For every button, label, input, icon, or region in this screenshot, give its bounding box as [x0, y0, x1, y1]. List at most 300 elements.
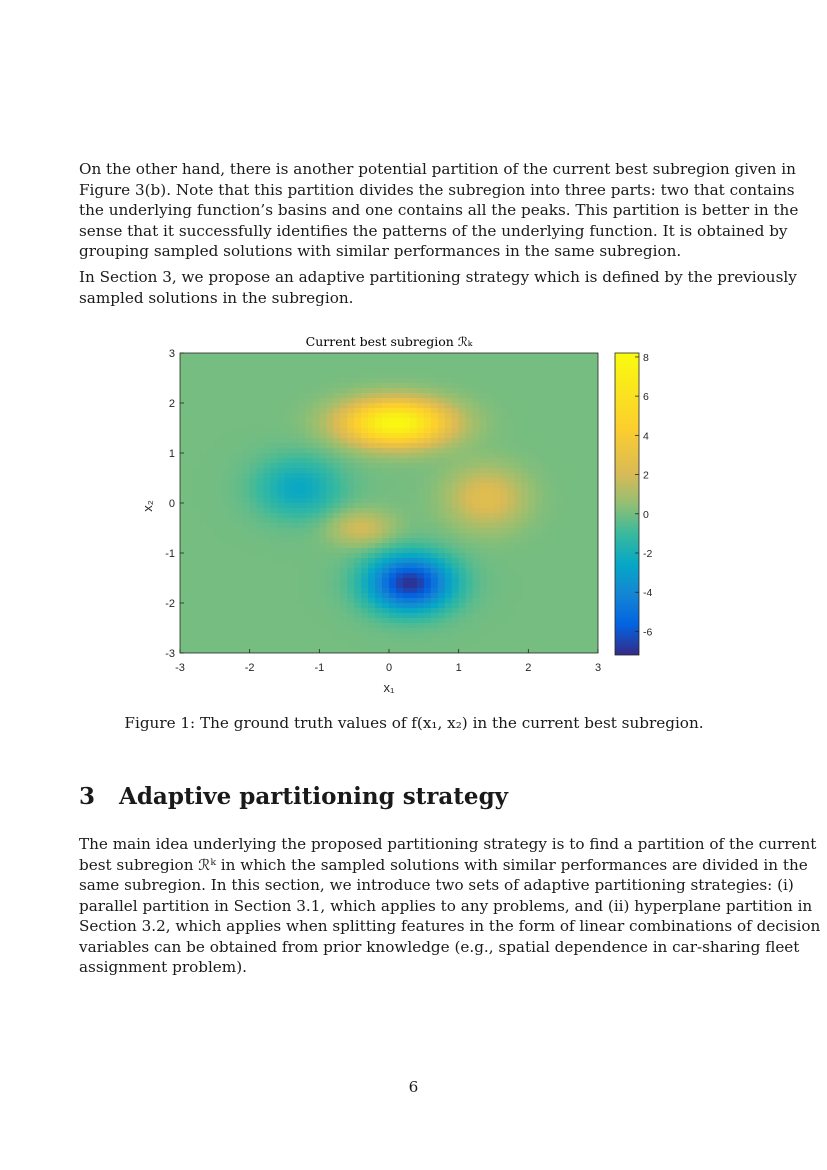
heatmap-cell [382, 523, 390, 529]
heatmap-cell [445, 378, 453, 384]
heatmap-cell [431, 453, 439, 459]
heatmap-cell [187, 478, 195, 484]
heatmap-cell [556, 498, 564, 504]
heatmap-cell [577, 523, 585, 529]
heatmap-cell [326, 608, 334, 614]
heatmap-cell [382, 423, 390, 429]
heatmap-cell [305, 613, 313, 619]
heatmap-cell [382, 383, 390, 389]
text-line: the underlying function’s basins and one contains all the peaks. This partition is better in the [79, 201, 799, 219]
heatmap-cell [556, 443, 564, 449]
heatmap-cell [194, 538, 202, 544]
heatmap-cell [326, 598, 334, 604]
heatmap-cell [570, 618, 578, 624]
heatmap-cell [375, 378, 383, 384]
heatmap-cell [507, 643, 515, 649]
heatmap-cell [556, 378, 564, 384]
heatmap-cell [305, 523, 313, 529]
heatmap-cell [577, 473, 585, 479]
heatmap-cell [229, 358, 237, 364]
heatmap-cell [285, 588, 293, 594]
heatmap-cell [466, 403, 474, 409]
heatmap-cell [236, 428, 244, 434]
heatmap-cell [514, 558, 522, 564]
heatmap-cell [480, 478, 488, 484]
heatmap-cell [250, 468, 258, 474]
heatmap-cell [347, 358, 355, 364]
heatmap-cell [521, 458, 529, 464]
heatmap-cell [556, 573, 564, 579]
heatmap-cell [187, 468, 195, 474]
heatmap-cell [285, 488, 293, 494]
heatmap-cell [201, 598, 209, 604]
heatmap-cell [487, 533, 495, 539]
heatmap-cell [549, 363, 557, 369]
heatmap-cell [271, 578, 279, 584]
heatmap-cell [194, 443, 202, 449]
heatmap-cell [514, 453, 522, 459]
heatmap-cell [257, 368, 265, 374]
heatmap-cell [298, 458, 306, 464]
heatmap-cell [459, 408, 467, 414]
heatmap-cell [278, 548, 286, 554]
heatmap-cell [229, 433, 237, 439]
heatmap-cell [445, 588, 453, 594]
heatmap-cell [229, 403, 237, 409]
heatmap-cell [507, 393, 515, 399]
heatmap-cell [452, 623, 460, 629]
heatmap-cell [250, 568, 258, 574]
heatmap-cell [438, 473, 446, 479]
heatmap-cell [577, 618, 585, 624]
heatmap-cell [556, 363, 564, 369]
heatmap-cell [257, 388, 265, 394]
heatmap-cell [452, 468, 460, 474]
heatmap-cell [396, 393, 404, 399]
heatmap-cell [542, 488, 550, 494]
heatmap-cell [347, 398, 355, 404]
heatmap-cell [507, 403, 515, 409]
heatmap-cell [326, 568, 334, 574]
heatmap-cell [535, 438, 543, 444]
heatmap-cell [194, 493, 202, 499]
heatmap-cell [243, 588, 251, 594]
heatmap-cell [305, 373, 313, 379]
heatmap-cell [417, 383, 425, 389]
heatmap-cell [535, 588, 543, 594]
heatmap-cell [194, 363, 202, 369]
heatmap-cell [312, 408, 320, 414]
heatmap-cell [403, 388, 411, 394]
heatmap-cell [473, 538, 481, 544]
heatmap-cell [445, 493, 453, 499]
heatmap-cell [452, 418, 460, 424]
heatmap-cell [236, 483, 244, 489]
heatmap-cell [480, 503, 488, 509]
heatmap-cell [375, 438, 383, 444]
heatmap-cell [243, 503, 251, 509]
heatmap-cell [500, 403, 508, 409]
heatmap-cell [326, 403, 334, 409]
heatmap-cell [591, 493, 599, 499]
heatmap-cell [445, 483, 453, 489]
heatmap-cell [305, 553, 313, 559]
heatmap-cell [222, 363, 230, 369]
heatmap-cell [459, 578, 467, 584]
heatmap-cell [319, 483, 327, 489]
heatmap-cell [389, 538, 397, 544]
heatmap-cell [542, 633, 550, 639]
heatmap-cell [438, 463, 446, 469]
heatmap-cell [424, 373, 432, 379]
heatmap-cell [514, 613, 522, 619]
colorbar-tick-label: -6 [643, 626, 653, 639]
heatmap-cell [285, 383, 293, 389]
heatmap-cell [507, 488, 515, 494]
heatmap-cell [215, 408, 223, 414]
heatmap-cell [278, 568, 286, 574]
heatmap-cell [431, 553, 439, 559]
heatmap-cell [326, 498, 334, 504]
heatmap-cell [487, 478, 495, 484]
heatmap-cell [480, 588, 488, 594]
heatmap-cell [514, 603, 522, 609]
heatmap-cell [487, 568, 495, 574]
heatmap-cell [445, 438, 453, 444]
heatmap-cell [535, 398, 543, 404]
heatmap-cell [500, 558, 508, 564]
heatmap-cell [298, 543, 306, 549]
heatmap-cell [250, 508, 258, 514]
heatmap-cell [570, 518, 578, 524]
heatmap-cell [528, 483, 536, 489]
heatmap-cell [298, 428, 306, 434]
heatmap-cell [521, 463, 529, 469]
heatmap-cell [215, 558, 223, 564]
heatmap-cell [285, 493, 293, 499]
heatmap-cell [431, 423, 439, 429]
heatmap-cell [305, 443, 313, 449]
heatmap-cell [431, 433, 439, 439]
heatmap-cell [257, 593, 265, 599]
heatmap-cell [591, 483, 599, 489]
heatmap-cell [333, 633, 341, 639]
heatmap-cell [487, 633, 495, 639]
heatmap-cell [333, 478, 341, 484]
heatmap-cell [577, 578, 585, 584]
heatmap-cell [438, 583, 446, 589]
heatmap-cell [563, 448, 571, 454]
heatmap-cell [494, 638, 502, 644]
heatmap-cell [201, 388, 209, 394]
heatmap-cell [291, 633, 299, 639]
heatmap-cell [285, 553, 293, 559]
heatmap-cell [368, 588, 376, 594]
heatmap-cell [591, 463, 599, 469]
heatmap-cell [542, 473, 550, 479]
heatmap-cell [556, 523, 564, 529]
heatmap-cell [208, 568, 216, 574]
heatmap-cell [215, 518, 223, 524]
heatmap-cell [368, 518, 376, 524]
heatmap-cell [354, 448, 362, 454]
heatmap-cell [577, 468, 585, 474]
heatmap-cell [354, 628, 362, 634]
heatmap-cell [410, 628, 418, 634]
heatmap-cell [417, 428, 425, 434]
heatmap-cell [577, 413, 585, 419]
heatmap-cell [431, 383, 439, 389]
heatmap-cell [577, 603, 585, 609]
heatmap-cell [521, 628, 529, 634]
heatmap-cell [473, 523, 481, 529]
heatmap-cell [514, 488, 522, 494]
heatmap-cell [452, 613, 460, 619]
heatmap-cell [507, 553, 515, 559]
heatmap-cell [375, 583, 383, 589]
heatmap-cell [285, 443, 293, 449]
heatmap-cell [466, 388, 474, 394]
heatmap-cell [236, 513, 244, 519]
heatmap-cell [494, 508, 502, 514]
heatmap-cell [180, 538, 188, 544]
heatmap-cell [354, 353, 362, 359]
heatmap-cell [431, 623, 439, 629]
heatmap-cell [250, 443, 258, 449]
heatmap-cell [319, 373, 327, 379]
heatmap-cell [326, 388, 334, 394]
heatmap-cell [354, 493, 362, 499]
heatmap-cell [424, 578, 432, 584]
heatmap-cell [291, 493, 299, 499]
heatmap-cell [480, 383, 488, 389]
heatmap-cell [229, 363, 237, 369]
heatmap-cell [312, 573, 320, 579]
heatmap-cell [361, 363, 369, 369]
heatmap-cell [438, 638, 446, 644]
heatmap-cell [298, 408, 306, 414]
heatmap-cell [542, 358, 550, 364]
heatmap-cell [250, 403, 258, 409]
heatmap-cell [438, 433, 446, 439]
heatmap-cell [340, 618, 348, 624]
heatmap-cell [466, 593, 474, 599]
heatmap-cell [473, 518, 481, 524]
heatmap-cell [194, 543, 202, 549]
heatmap-cell [264, 508, 272, 514]
heatmap-cell [584, 608, 592, 614]
heatmap-cell [340, 398, 348, 404]
heatmap-cell [361, 508, 369, 514]
heatmap-cell [319, 443, 327, 449]
heatmap-cell [368, 363, 376, 369]
heatmap-cell [514, 443, 522, 449]
heatmap-cell [278, 503, 286, 509]
heatmap-cell [459, 473, 467, 479]
heatmap-cell [535, 583, 543, 589]
heatmap-cell [264, 638, 272, 644]
heatmap-cell [229, 508, 237, 514]
heatmap-cell [389, 593, 397, 599]
heatmap-cell [480, 433, 488, 439]
text-line: Section 3.2, which applies when splitting features in the form of linear combinations of decision [79, 917, 821, 935]
heatmap-cell [375, 468, 383, 474]
heatmap-cell [514, 553, 522, 559]
heatmap-cell [298, 438, 306, 444]
heatmap-cell [494, 453, 502, 459]
heatmap-cell [271, 463, 279, 469]
heatmap-cell [243, 433, 251, 439]
heatmap-cell [480, 368, 488, 374]
heatmap-cell [180, 423, 188, 429]
heatmap-cell [542, 363, 550, 369]
heatmap-cell [514, 468, 522, 474]
heatmap-cell [222, 443, 230, 449]
heatmap-cell [271, 428, 279, 434]
heatmap-cell [445, 598, 453, 604]
heatmap-cell [403, 523, 411, 529]
heatmap-cell [201, 453, 209, 459]
heatmap-cell [312, 548, 320, 554]
heatmap-cell [563, 513, 571, 519]
heatmap-cell [271, 478, 279, 484]
heatmap-cell [361, 493, 369, 499]
heatmap-cell [473, 498, 481, 504]
heatmap-cell [431, 543, 439, 549]
heatmap-cell [500, 618, 508, 624]
heatmap-cell [215, 453, 223, 459]
heatmap-cell [570, 603, 578, 609]
heatmap-cell [361, 413, 369, 419]
heatmap-cell [438, 498, 446, 504]
heatmap-cell [354, 438, 362, 444]
heatmap-cell [229, 583, 237, 589]
heatmap-cell [466, 568, 474, 574]
heatmap-cell [187, 498, 195, 504]
heatmap-cell [250, 638, 258, 644]
heatmap-cell [431, 393, 439, 399]
heatmap-cell [312, 468, 320, 474]
heatmap-cell [528, 493, 536, 499]
heatmap-cell [549, 398, 557, 404]
heatmap-cell [549, 548, 557, 554]
heatmap-cell [417, 403, 425, 409]
heatmap-cell [236, 498, 244, 504]
heatmap-cell [542, 613, 550, 619]
heatmap-cell [298, 558, 306, 564]
heatmap-cell [431, 638, 439, 644]
heatmap-cell [563, 443, 571, 449]
heatmap-cell [424, 498, 432, 504]
heatmap-cell [459, 493, 467, 499]
heatmap-cell [438, 493, 446, 499]
heatmap-cell [410, 593, 418, 599]
heatmap-cell [431, 513, 439, 519]
heatmap-cell [291, 413, 299, 419]
heatmap-cell [201, 358, 209, 364]
heatmap-cell [396, 508, 404, 514]
heatmap-cell [347, 553, 355, 559]
heatmap-cell [514, 563, 522, 569]
heatmap-cell [424, 628, 432, 634]
heatmap-cell [215, 603, 223, 609]
heatmap-cell [556, 483, 564, 489]
heatmap-cell [417, 508, 425, 514]
heatmap-cell [236, 423, 244, 429]
heatmap-cell [222, 593, 230, 599]
heatmap-cell [285, 463, 293, 469]
heatmap-cell [494, 578, 502, 584]
heatmap-cell [521, 418, 529, 424]
heatmap-cell [333, 383, 341, 389]
heatmap-cell [368, 498, 376, 504]
heatmap-cell [445, 518, 453, 524]
heatmap-cell [257, 498, 265, 504]
heatmap-cell [466, 598, 474, 604]
heatmap-cell [584, 453, 592, 459]
heatmap-cell [340, 383, 348, 389]
heatmap-cell [549, 448, 557, 454]
heatmap-cell [222, 358, 230, 364]
heatmap-cell [215, 588, 223, 594]
heatmap-cell [236, 383, 244, 389]
heatmap-cell [494, 498, 502, 504]
heatmap-cell [375, 423, 383, 429]
heatmap-cell [298, 453, 306, 459]
heatmap-cell [201, 438, 209, 444]
heatmap-cell [291, 458, 299, 464]
heatmap-cell [570, 488, 578, 494]
heatmap-cell [285, 363, 293, 369]
heatmap-cell [354, 638, 362, 644]
heatmap-cell [236, 588, 244, 594]
heatmap-cell [340, 488, 348, 494]
heatmap-cell [208, 438, 216, 444]
heatmap-cell [250, 368, 258, 374]
heatmap-cell [542, 428, 550, 434]
heatmap-cell [584, 368, 592, 374]
heatmap-cell [535, 423, 543, 429]
heatmap-cell [480, 373, 488, 379]
heatmap-cell [375, 598, 383, 604]
heatmap-cell [445, 613, 453, 619]
heatmap-cell [250, 388, 258, 394]
heatmap-cell [584, 518, 592, 524]
heatmap-cell [194, 358, 202, 364]
heatmap-cell [243, 458, 251, 464]
heatmap-cell [542, 393, 550, 399]
heatmap-cell [549, 393, 557, 399]
heatmap-cell [180, 418, 188, 424]
heatmap-cell [250, 488, 258, 494]
heatmap-cell [521, 403, 529, 409]
heatmap-cell [347, 493, 355, 499]
heatmap-cell [333, 373, 341, 379]
heatmap-cell [375, 373, 383, 379]
heatmap-cell [410, 523, 418, 529]
heatmap-cell [438, 388, 446, 394]
heatmap-cell [208, 543, 216, 549]
heatmap-cell [229, 513, 237, 519]
heatmap-cell [305, 533, 313, 539]
heatmap-cell [431, 488, 439, 494]
heatmap-cell [208, 633, 216, 639]
heatmap-cell [507, 623, 515, 629]
heatmap-cell [528, 538, 536, 544]
heatmap-cell [403, 538, 411, 544]
heatmap-cell [250, 523, 258, 529]
heatmap-cell [319, 598, 327, 604]
